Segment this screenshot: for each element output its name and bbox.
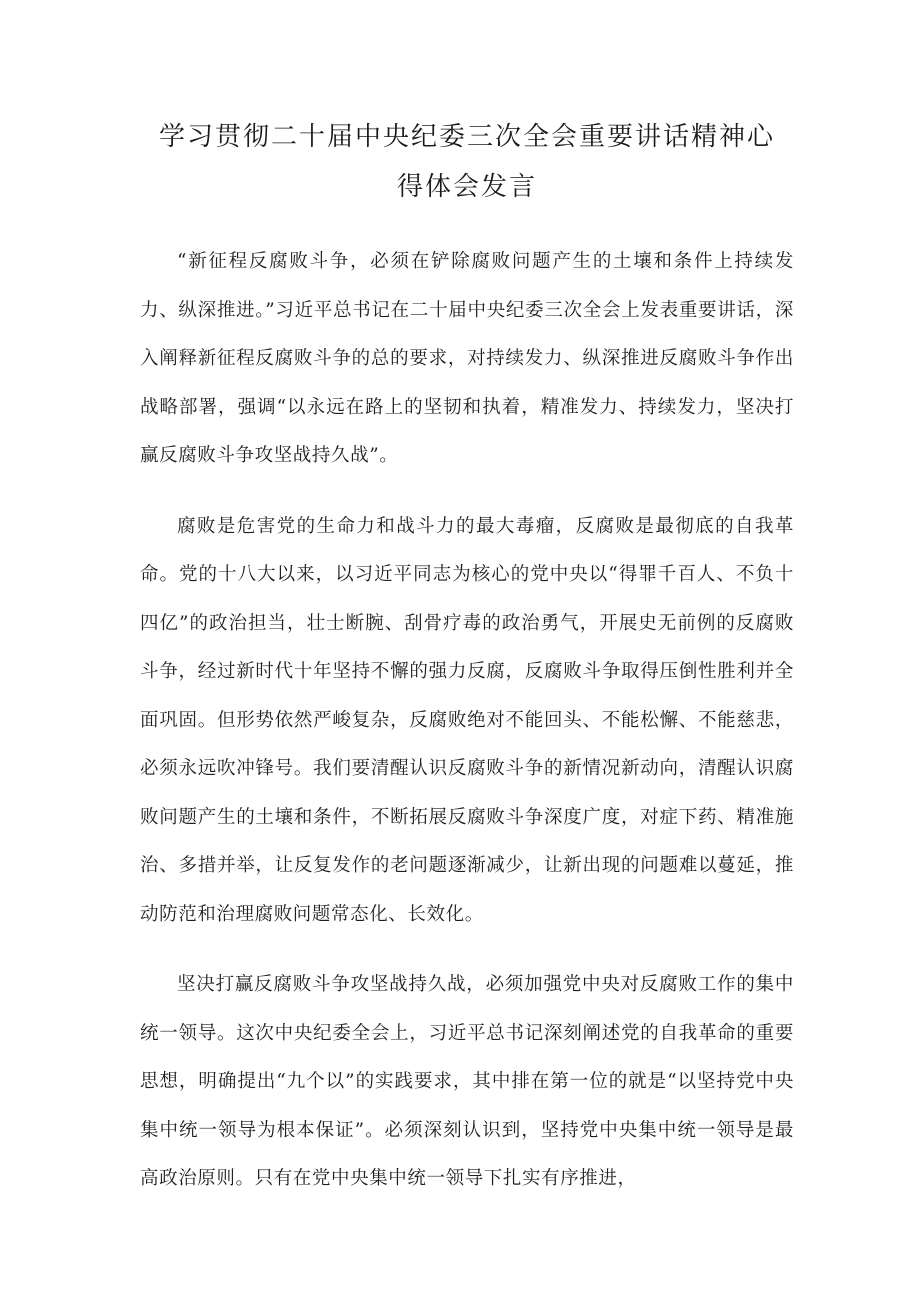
document-body — [140, 238, 794, 1204]
document-page — [140, 112, 794, 1226]
paragraph-3: 坚决打赢反腐败斗争攻坚战持久战，必须加强党中央对反腐败工作的集中统一领导。这次中央纪委全会上，习近平总书记深刻阐述党的自我革命的重要思想，明确提出“九个以”的实践要求，其中排在第一位的就是“以坚持党中央集中统一领导为根本保证”。必须深刻认识到，坚持党中央集中统一领导是最高政治原则。只有在党中央集中统一领导下扎实有序推进， — [140, 974, 794, 1189]
document-title — [140, 112, 794, 212]
paragraph-1: “新征程反腐败斗争，必须在铲除腐败问题产生的土壤和条件上持续发力、纵深推进。”习近平总书记在二十届中央纪委三次全会上发表重要讲话，深入阐释新征程反腐败斗争的总的要求，对持续发力、纵深推进反腐败斗争作出战略部署，强调“以永远在路上的坚韧和执着，精准发力、持续发力，坚决打赢反腐败斗争攻坚战持久战”。 — [140, 251, 794, 466]
title-line-2: 得体会发言 — [396, 172, 537, 202]
title-line-1: 学习贯彻二十届中央纪委三次全会重要讲话精神心 — [158, 122, 775, 152]
paragraph-2: 腐败是危害党的生命力和战斗力的最大毒瘤，反腐败是最彻底的自我革命。党的十八大以来，以习近平同志为核心的党中央以“得罪千百人、不负十四亿”的政治担当，壮士断腕、刮骨疗毒的政治勇气，开展史无前例的反腐败斗争，经过新时代十年坚持不懈的强力反腐，反腐败斗争取得压倒性胜利并全面巩固。但形势依然严峻复杂，反腐败绝对不能回头、不能松懈、不能慈悲，必须永远吹冲锋号。我们要清醒认识反腐败斗争的新情况新动向，清醒认识腐败问题产生的土壤和条件，不断拓展反腐败斗争深度广度，对症下药、精准施治、多措并举，让反复发作的老问题逐渐减少，让新出现的问题难以蔓延，推动防范和治理腐败问题常态化、长效化。 — [140, 515, 794, 925]
